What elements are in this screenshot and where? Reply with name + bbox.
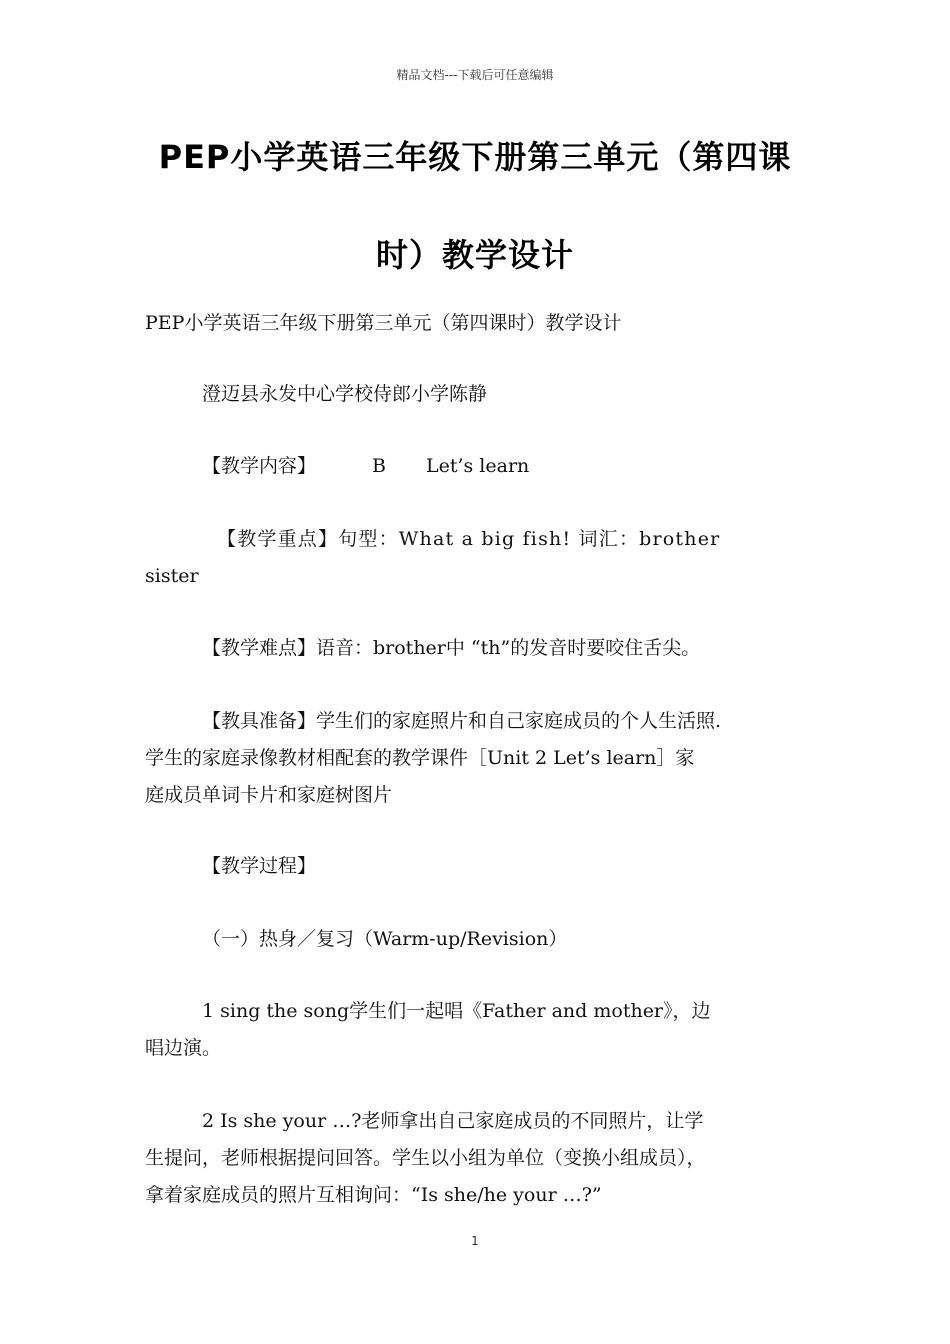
teaching-content [145, 448, 864, 485]
teaching-content-value: Let’s learn [425, 455, 530, 477]
preparation-line-3: 庭成员单词卡片和家庭树图片 [145, 784, 393, 806]
step-1-line-1: 1 sing the song学生们一起唱《Father and mother》，边 [202, 1000, 711, 1022]
teaching-key-points [145, 521, 807, 595]
teaching-preparation [145, 703, 807, 814]
teaching-process-heading: 【教学过程】 [202, 855, 317, 877]
step-1-line-2: 唱边演。 [145, 1037, 222, 1059]
step-2-line-3: 拿着家庭成员的照片互相询问：“Is she/he your …?” [145, 1184, 602, 1206]
author-line: 澄迈县永发中心学校侍郎小学陈静 [202, 383, 488, 405]
step-1 [145, 993, 807, 1067]
preparation-line-1: 【教具准备】学生们的家庭照片和自己家庭成员的个人生活照. [202, 710, 722, 732]
step-2 [145, 1103, 807, 1214]
step-2-line-1: 2 Is she your …?老师拿出自己家庭成员的不同照片，让学 [202, 1110, 704, 1132]
subtitle: PEP小学英语三年级下册第三单元（第四课时）教学设计 [145, 312, 622, 334]
teaching-difficulty: 【教学难点】语音：brother中 “th”的发音时要咬住舌尖。 [202, 637, 701, 659]
step-2-line-2: 生提问，老师根据提问回答。学生以小组为单位（变换小组成员）， [145, 1147, 706, 1169]
page-header: 精品文档---下载后可任意编辑 [396, 68, 554, 82]
page-number: 1 [471, 1234, 479, 1248]
key-points-line-2: sister [145, 565, 199, 587]
key-points-line-1: 【教学重点】句型：What a big fish! 词汇：brother [217, 528, 721, 550]
teaching-content-part: B [372, 455, 386, 477]
teaching-content-label: 【教学内容】 [202, 455, 317, 477]
section-warm-up: （一）热身／复习（Warm-up/Revision） [202, 928, 568, 950]
preparation-line-2: 学生的家庭录像教材相配套的教学课件［Unit 2 Let’s learn］家 [145, 747, 695, 769]
document-title-line-1: PEP小学英语三年级下册第三单元（第四课 [158, 138, 792, 176]
document-title-line-2: 时）教学设计 [375, 236, 574, 274]
